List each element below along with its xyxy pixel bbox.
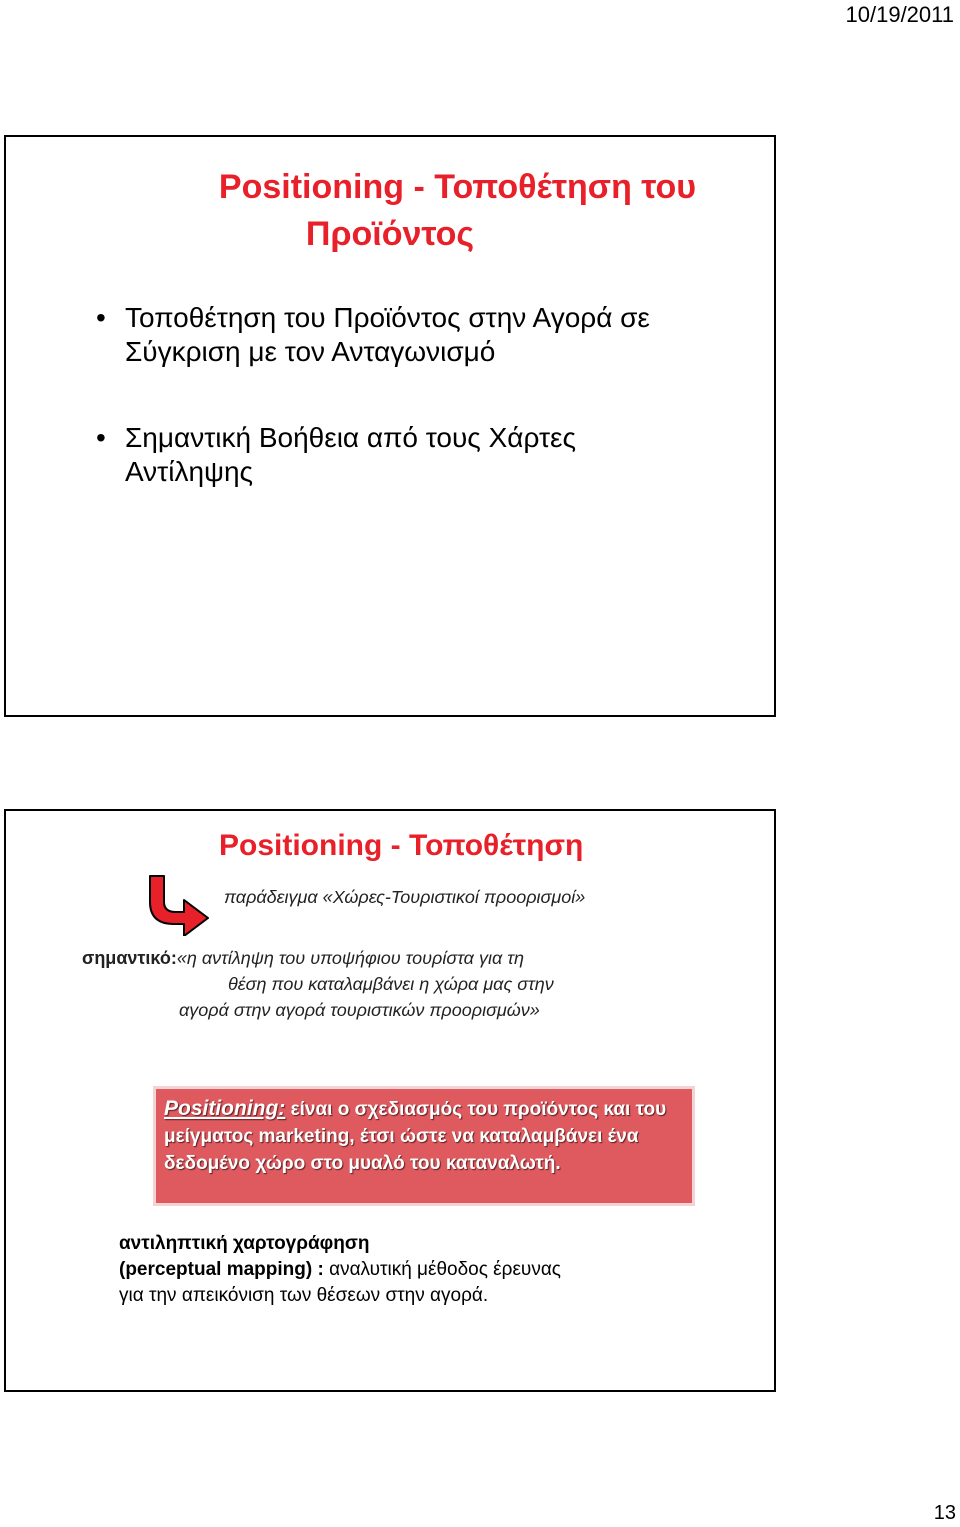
list-item [96,421,756,489]
important-line [82,945,842,971]
example-text: παράδειγμα «Χώρες-Τουριστικοί προορισμοί» [224,887,586,907]
important-line: θέση που καταλαμβάνει η χώρα μας στην [228,974,554,994]
list-item [96,301,756,369]
mapping-term-en: (perceptual mapping) : [119,1259,330,1280]
definition-box [153,1086,695,1206]
date-stamp: 10/19/2011 [845,2,954,27]
slide-1-title [6,164,774,258]
mapping-term: αντιληπτική χαρτογράφηση [119,1233,370,1254]
slide-1 [4,135,776,717]
mapping-text: αναλυτική μέθοδος έρευνας [329,1259,561,1280]
bullet-line: Σημαντική Βοήθεια από τους Χάρτες [125,422,577,453]
mapping-text: για την απεικόνιση των θέσεων στην αγορά. [119,1285,489,1306]
slide-1-title-line1: Positioning - Τοποθέτηση του [218,168,697,206]
definition-line: μείγματος marketing, έτσι ώστε να καταλαμβάνει ένα [164,1126,639,1147]
important-line: αγορά στην αγορά τουριστικών προορισμών» [179,1000,540,1020]
curved-arrow-icon [146,874,210,936]
bullet-line: Αντίληψης [125,456,254,487]
bullet-line: Σύγκριση με τον Ανταγωνισμό [125,336,496,367]
page-number: 13 [933,1502,956,1524]
important-label: σημαντικό: [82,948,177,968]
bullet-list [96,301,756,541]
bullet-icon: • [96,422,106,453]
definition-term: Positioning: [164,1097,286,1120]
slide-1-title-line2: Προϊόντος [305,215,475,253]
definition-line: δεδομένο χώρο στο μυαλό του καταναλωτή. [164,1153,561,1174]
slide-2 [4,809,776,1392]
bullet-line: Τοποθέτηση του Προϊόντος στην Αγορά σε [125,302,650,333]
mapping-definition [119,1231,561,1309]
definition-line: είναι ο σχεδιασμός του προϊόντος και του [285,1099,667,1120]
slide-2-title: Positioning - Τοποθέτηση [219,829,584,862]
bullet-icon: • [96,302,106,333]
important-text: «η αντίληψη του υποψήφιου τουρίστα για τη [176,948,524,968]
